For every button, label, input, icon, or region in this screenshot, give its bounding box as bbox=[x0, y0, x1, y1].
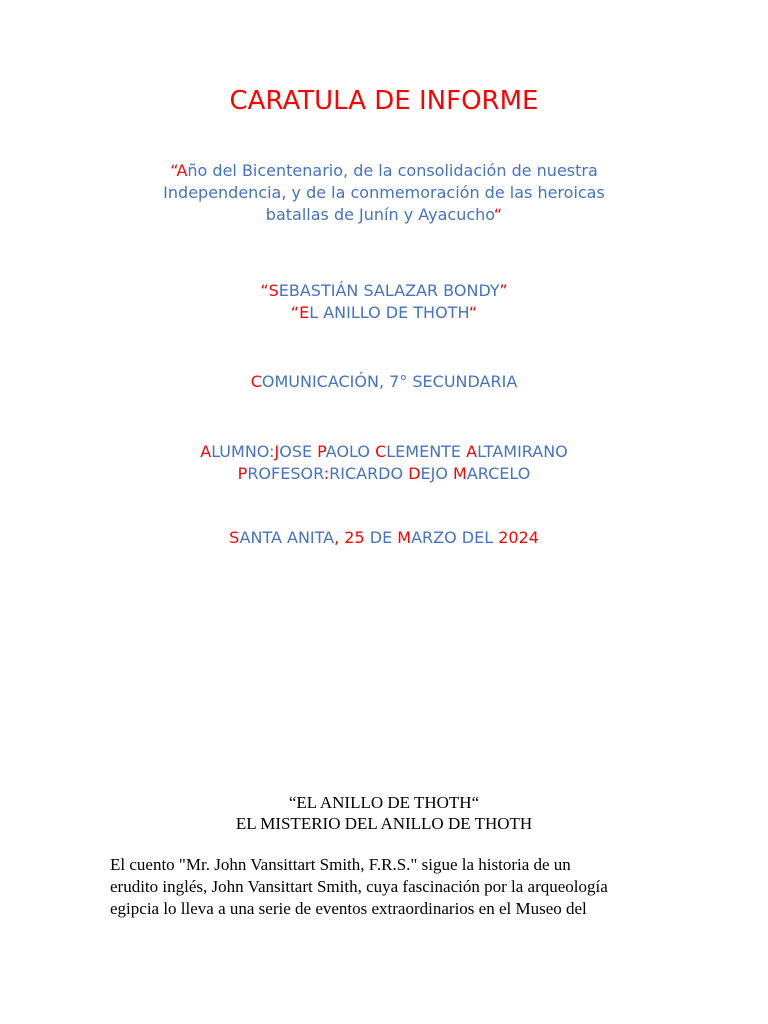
year-motto-line-2: Independencia, y de la conmemoración de las heroicas bbox=[163, 183, 605, 202]
report-title: CARATULA DE INFORME bbox=[229, 86, 539, 116]
paragraph-line: erudito inglés, John Vansittart Smith, cuya fascinación por la arqueología bbox=[110, 877, 608, 896]
paragraph-line: egipcia lo lleva a una serie de eventos extraordinarios en el Museo del bbox=[110, 899, 587, 918]
course-line: COMUNICACIÓN, 7° SECUNDARIA bbox=[250, 372, 518, 391]
place-date-line: SANTA ANITA, 25 DE MARZO DEL 2024 bbox=[229, 528, 539, 547]
section-heading-quote: “EL ANILLO DE THOTH“ bbox=[288, 793, 480, 812]
paragraph-line: El cuento "Mr. John Vansittart Smith, F.R.S." sigue la historia de un bbox=[110, 855, 571, 874]
student-line: ALUMNO:JOSE PAOLO CLEMENTE ALTAMIRANO bbox=[200, 442, 568, 461]
teacher-line: PROFESOR:RICARDO DEJO MARCELO bbox=[237, 464, 531, 483]
summary-paragraph bbox=[110, 854, 660, 920]
school-name: “SEBASTIÁN SALAZAR BONDY” bbox=[260, 281, 508, 300]
work-title: “EL ANILLO DE THOTH“ bbox=[290, 303, 478, 322]
section-heading: EL MISTERIO DEL ANILLO DE THOTH bbox=[235, 814, 533, 833]
year-motto-line-1: “Año del Bicentenario, de la consolidación de nuestra bbox=[170, 161, 598, 180]
year-motto-line-3: batallas de Junín y Ayacucho“ bbox=[265, 205, 503, 224]
